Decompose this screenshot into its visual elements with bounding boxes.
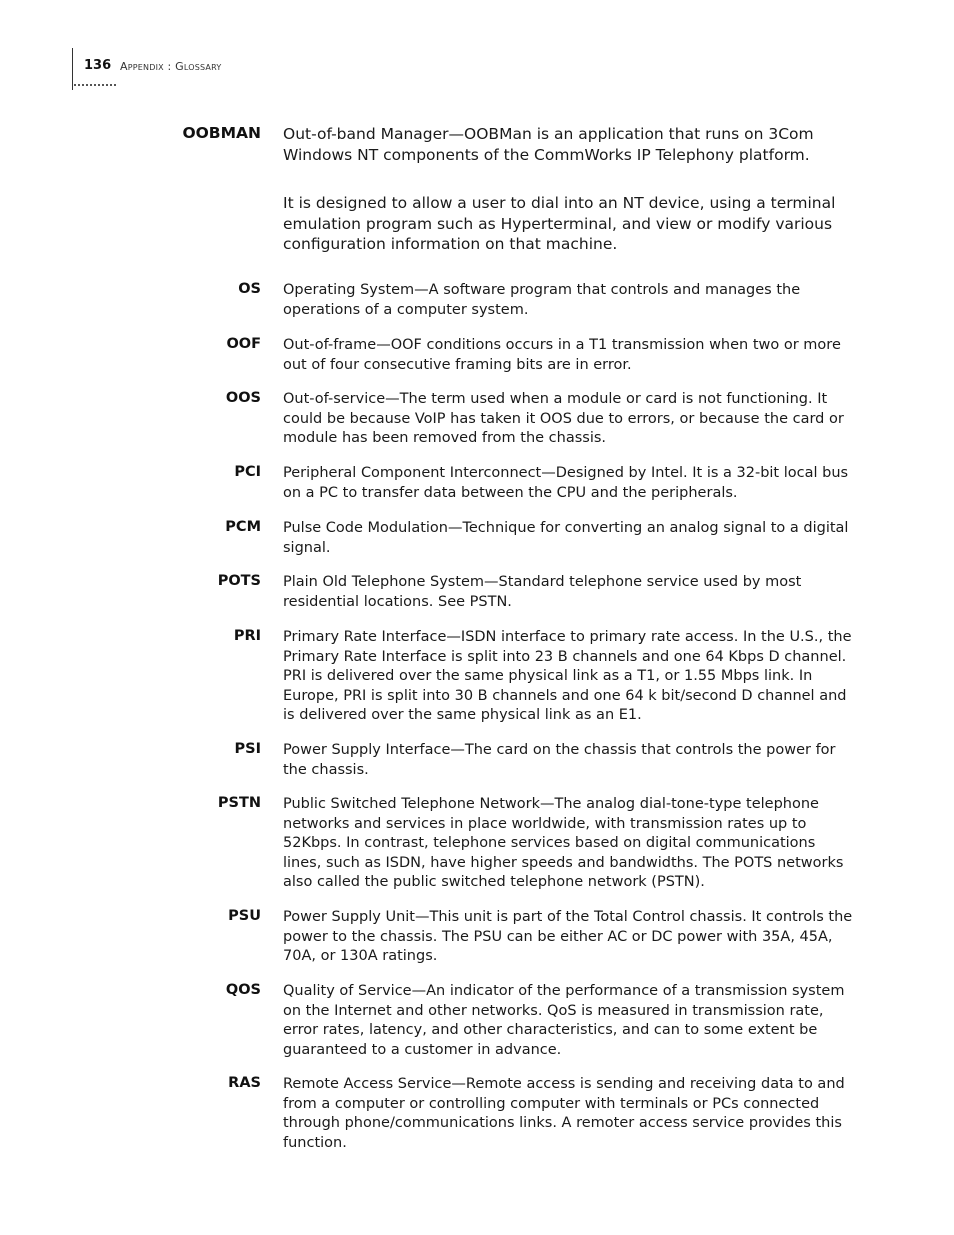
glossary-definition	[283, 281, 858, 320]
glossary-term: PCI	[234, 464, 261, 480]
glossary-term: OS	[238, 281, 261, 297]
definition-paragraph: Primary Rate Interface—ISDN interface to primary rate access. In the U.S., the Primary Rate Interface is split into 23 B channels and one 64 Kbps D channel. PRI is delivered over the same physical link as a T1, or 1.55 Mbps link. In Europe, PRI is split into 30 B channels and one 64 k bit/second D channel and is delivered over the same physical link as an E1.	[283, 629, 852, 724]
glossary-definition	[283, 519, 858, 558]
glossary-term: PSI	[234, 741, 261, 757]
definition-paragraph: Public Switched Telephone Network—The analog dial-tone-type telephone networks and services in place worldwide, with transmission rates up to 52Kbps. In contrast, telephone services based on digital communications lines, such as ISDN, have higher speeds and bandwidths. The POTS networks also called the public switched telephone network (PSTN).	[283, 796, 844, 891]
glossary-definition	[283, 1075, 858, 1153]
running-title: Appendix : Glossary	[120, 60, 222, 73]
definition-paragraph: Power Supply Unit—This unit is part of the Total Control chassis. It controls the power to the chassis. The PSU can be either AC or DC power with 35A, 45A, 70A, or 130A ratings.	[283, 909, 853, 965]
definition-paragraph: Peripheral Component Interconnect—Designed by Intel. It is a 32-bit local bus on a PC to transfer data between the CPU and the peripherals.	[283, 465, 849, 501]
header-rule	[72, 48, 73, 90]
glossary-term: POTS	[217, 573, 261, 589]
glossary-definition	[283, 124, 858, 255]
definition-paragraph: Out-of-band Manager—OOBMan is an application that runs on 3Com Windows NT components of the CommWorks IP Telephony platform.	[283, 125, 814, 164]
glossary-definition	[283, 982, 858, 1060]
definition-paragraph: Plain Old Telephone System—Standard telephone service used by most residential locations. See PSTN.	[283, 574, 802, 610]
glossary-definition	[283, 908, 858, 967]
definition-paragraph: Power Supply Interface—The card on the chassis that controls the power for the chassis.	[283, 742, 836, 778]
glossary-definition	[283, 573, 858, 612]
glossary-definition	[283, 628, 858, 726]
page-header	[72, 48, 272, 92]
glossary-term: PSU	[228, 908, 261, 924]
definition-paragraph: Operating System—A software program that controls and manages the operations of a computer system.	[283, 282, 801, 318]
page-number: 136	[84, 58, 112, 73]
glossary-term: PCM	[225, 519, 261, 535]
glossary-term: OOF	[226, 336, 261, 352]
glossary-definition	[283, 741, 858, 780]
definition-paragraph: Quality of Service—An indicator of the performance of a transmission system on the Internet and other networks. QoS is measured in transmission rate, error rates, latency, and other characteristics, and can to some extent be guaranteed to a customer in advance.	[283, 983, 845, 1058]
glossary-term: QOS	[225, 982, 261, 998]
definition-paragraph: Remote Access Service—Remote access is sending and receiving data to and from a computer or controlling computer with terminals or PCs connected through phone/communications links. A remoter access service provides this function.	[283, 1076, 845, 1151]
header-dotted-rule	[74, 84, 116, 86]
definition-paragraph: Pulse Code Modulation—Technique for converting an analog signal to a digital signal.	[283, 520, 849, 556]
glossary-definition	[283, 336, 858, 375]
glossary-definition	[283, 390, 858, 449]
glossary-term: PRI	[233, 628, 261, 644]
glossary-term: OOBMAN	[182, 124, 261, 142]
glossary-term: RAS	[228, 1075, 261, 1091]
glossary-term: PSTN	[217, 795, 261, 811]
definition-paragraph: It is designed to allow a user to dial into an NT device, using a terminal emulation program such as Hyperterminal, and view or modify various configuration information on that machine.	[283, 194, 836, 254]
glossary-definition	[283, 795, 858, 893]
definition-paragraph: Out-of-frame—OOF conditions occurs in a T1 transmission when two or more out of four consecutive framing bits are in error.	[283, 337, 841, 373]
definition-paragraph: Out-of-service—The term used when a module or card is not functioning. It could be because VoIP has taken it OOS due to errors, or because the card or module has been removed from the chassis.	[283, 391, 844, 447]
glossary-definition	[283, 464, 858, 503]
glossary-term: OOS	[225, 390, 261, 406]
